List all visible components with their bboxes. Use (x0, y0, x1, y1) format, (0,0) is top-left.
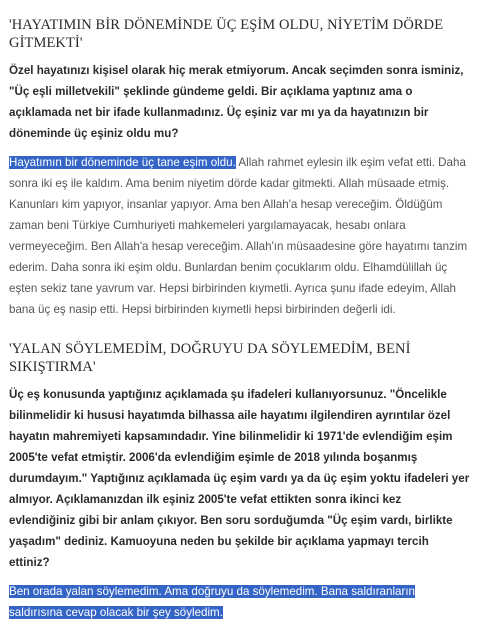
interview-question-1: Özel hayatınızı kişisel olarak hiç merak etmiyorum. Ancak seçimden sonra isminiz, "Üç eşli milletvekili" şeklinde gündeme geldi. Bir açıklama yaptınız ama o açıklamada net bir ifade kullanmadınız. Üç eşiniz var mı ya da hayatınızın bir döneminde üç eşiniz oldu mu? (9, 64, 464, 140)
section-heading-1: 'HAYATIMIN BİR DÖNEMİNDE ÜÇ EŞİM OLDU, NİYETİM DÖRDE GİTMEKTİ' (9, 17, 444, 51)
interview-question-2: Üç eş konusunda yaptığınız açıklamada şu ifadeleri kullanıyorsunuz. "Öncelikle bilinmelidir ki hususi hayatımda bilhassa aile hayatımı ilgilendiren ayrıntılar özel hayatın mahremiyeti kapsamındadır. Yine bilinmelidir ki 1971'de evlendiğim eşim 2005'te vefat etmiştir. 2006'da evlendiğim eşimle de 2018 yılında boşanmış durumdayım." Yaptığınız açıklamada üç eşim vardı ya da üç eşim yoktu ifadeleri yer almıyor. Açıklamanızdan ilk eşiniz 2005'te vefat ettikten sonra ikinci kez evlendiğiniz gibi bir anlam çıkıyor. Ben soru sorduğumda "Üç eşim vardı, birlikte yaşadım" dediniz. Kamuoyuna neden bu şekilde bir açıklama yapmayı tercih ettiniz? (9, 388, 470, 569)
selected-text: Hayatımın bir döneminde üç tane eşim oldu. (9, 156, 236, 169)
interview-answer-2 (9, 581, 470, 623)
answer-text: Allah rahmet eylesin ilk eşim vefat etti. Daha sonra iki eş ile kaldım. Ama benim niyetim dörde kadar gitmekti. Allah müsaade etmiş. Kanunları kim yapıyor, insanlar yapıyor. Ama ben Allah'a hesap vereceğim. Öldüğüm zaman beni Türkiye Cumhuriyeti mahkemeleri yargılamayacak, hesabı onlara vermeyeceğim. Ben Allah'a hesap vereceğim. Allah'ın müsaadesine göre hayatımı tanzim ederim. Daha sonra iki eşim oldu. Bunlardan benim çocuklarım oldu. Elhamdülillah üç eşten sekiz tane yavrum var. Hepsi birbirinden kıymetli. Ayrıca şunu ifade edeyim, Allah bana üç eş nasip etti. Hepsi birbirinden kıymetli hepsi birbirinden değerli idi. (9, 156, 468, 316)
interview-answer-1 (9, 152, 470, 320)
selected-text: Ben orada yalan söylemedim. Ama doğruyu da söylemedim. Bana saldıranların saldırısına cevap olacak bir şey söyledim. (9, 585, 416, 619)
section-heading-2: 'YALAN SÖYLEMEDİM, DOĞRUYU DA SÖYLEMEDİM, BENİ SIKIŞTIRMA' (9, 341, 411, 375)
